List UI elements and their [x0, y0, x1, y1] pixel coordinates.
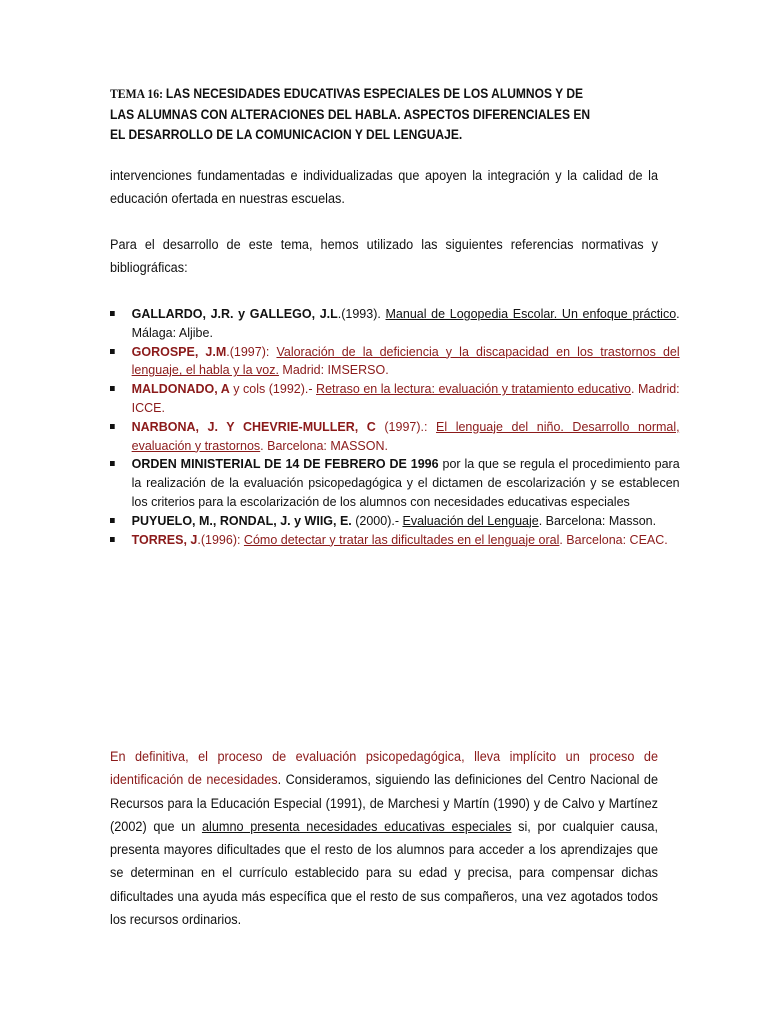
closing-underlined: alumno presenta necesidades educativas especiales [201, 818, 512, 834]
reference-year: .(1997): [226, 343, 277, 359]
reference-title: Manual de Logopedia Escolar. Un enfoque práctico [385, 306, 677, 321]
reference-author: PUYUELO, M., RONDAL, J. y WIIG, E. [131, 512, 352, 528]
reference-item [110, 380, 680, 418]
title-prefix: TEMA 16: [110, 86, 166, 101]
reference-year: (1997).: [375, 418, 437, 434]
reference-item [110, 455, 680, 511]
bullet-icon [110, 537, 115, 542]
reference-publisher: . Barcelona: Masson. [538, 512, 657, 528]
reference-year: .(1993). [337, 306, 386, 321]
reference-author: GOROSPE, J.M [131, 343, 227, 359]
closing-middle: . Consideramos, siguiendo las definiciones del Centro Nacional de Recursos para la Educación Especial (1991), de Marchesi y Martín (1990) y de Calvo y Martínez (2002) que un [110, 772, 659, 834]
document-title [110, 84, 596, 146]
reference-title: El lenguaje del niño. Desarrollo normal, evaluación y trastornos [131, 418, 680, 453]
bullet-icon [110, 424, 115, 429]
bullet-icon [110, 461, 115, 466]
reference-item [110, 343, 680, 381]
paragraph-closing [110, 745, 658, 931]
reference-year: .(1996): [197, 531, 244, 547]
reference-year: y cols (1992).- [229, 381, 317, 397]
reference-author: NARBONA, J. Y CHEVRIE-MULLER, C [131, 418, 376, 434]
bullet-icon [110, 349, 115, 354]
reference-publisher: . Málaga: Aljibe. [131, 306, 680, 340]
reference-publisher: . Barcelona: MASSON. [260, 437, 388, 453]
reference-title: Valoración de la deficiencia y la discapacidad en los trastornos del lenguaje, el habla y la voz. [131, 343, 680, 378]
reference-title: Evaluación del Lenguaje [402, 512, 539, 528]
reference-author: MALDONADO, A [131, 381, 230, 397]
closing-end: si, por cualquier causa, presenta mayores dificultades que el resto de los alumnos para acceder a los aprendizajes que se determinan en el currículo establecido para su edad y precisa, para compensar dichas dificultades una ayuda más específica que el resto de sus compañeros, una vez agotados todos los recursos ordinarios. [110, 818, 659, 928]
reference-item [110, 531, 680, 550]
reference-title: Cómo detectar y tratar las dificultades en el lenguaje oral [243, 531, 560, 547]
reference-title: Retraso en la lectura: evaluación y tratamiento educativo [316, 381, 631, 397]
paragraph-references-intro: Para el desarrollo de este tema, hemos utilizado las siguientes referencias normativas y bibliográficas: [110, 237, 659, 276]
reference-item [110, 512, 680, 531]
reference-author: TORRES, J [131, 531, 198, 547]
closing-highlight: En definitiva, el proceso de evaluación psicopedagógica, lleva implícito un proceso de identificación de necesidades [110, 749, 659, 788]
bullet-icon [110, 518, 115, 523]
reference-list [110, 305, 680, 549]
reference-publisher: Madrid: IMSERSO. [278, 362, 389, 378]
bullet-icon [110, 386, 115, 391]
reference-author: ORDEN MINISTERIAL DE 14 DE FEBRERO DE 1996 [131, 456, 439, 472]
reference-description: por la que se regula el procedimiento para la realización de la evaluación psicopedagógica y el dictamen de escolarización y se establecen los criterios para la escolarización de los alumnos con necesidades educativas especiales [131, 456, 680, 509]
reference-publisher: . Barcelona: CEAC. [559, 531, 668, 547]
reference-item [110, 418, 680, 456]
bullet-icon [110, 311, 115, 316]
paragraph-intro: intervenciones fundamentadas e individualizadas que apoyen la integración y la calidad de la educación ofertada en nuestras escuelas. [110, 168, 659, 207]
reference-year: (2000).- [351, 512, 403, 528]
reference-author: GALLARDO, J.R. y GALLEGO, J.L [131, 306, 338, 321]
reference-item [110, 305, 680, 343]
title-text: LAS NECESIDADES EDUCATIVAS ESPECIALES DE LOS ALUMNOS Y DE LAS ALUMNAS CON ALTERACIONES DEL HABLA. ASPECTOS DIFERENCIALES EN EL DESARROLLO DE LA COMUNICACION Y DEL LENGUAJE. [110, 86, 591, 142]
reference-publisher: . Madrid: ICCE. [131, 381, 680, 415]
